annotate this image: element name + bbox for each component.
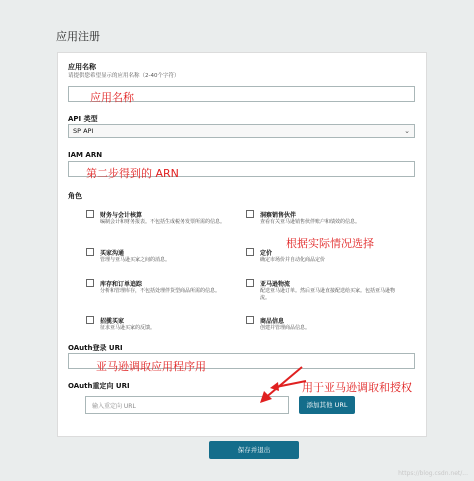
iam-arn-annotation: 第二步得到的 ARN <box>86 167 179 180</box>
oauth-login-annotation: 亚马逊调取应用程序用 <box>96 360 206 373</box>
oauth-redirect-label: OAuth重定向 URI <box>68 382 130 390</box>
add-url-button[interactable]: 添加其他 URL <box>299 396 355 414</box>
roles-label: 角色 <box>68 192 82 200</box>
iam-arn-label: IAM ARN <box>68 151 103 159</box>
api-type-label: API 类型 <box>68 115 98 123</box>
role-checkbox[interactable] <box>246 316 254 324</box>
api-type-value: SP API <box>73 127 94 135</box>
role-description: 确定市场价并自动化商品定价 <box>260 257 326 263</box>
role-description: 分析和管理库存，不包括处理伴货型商品所需的信息。 <box>100 288 221 294</box>
role-title: 买家沟通 <box>100 250 125 257</box>
oauth-redirect-annotation: 用于亚马逊调取和授权 <box>302 381 412 394</box>
app-name-label: 应用名称 <box>68 63 96 71</box>
page-title: 应用注册 <box>56 30 100 43</box>
app-name-hint: 请提供您希望显示的应用名称（2-40个字符） <box>68 73 180 79</box>
oauth-redirect-placeholder: 输入重定向 URL <box>92 403 136 410</box>
role-checkbox[interactable] <box>86 279 94 287</box>
role-title: 洞察销售伙伴 <box>260 212 297 219</box>
app-name-annotation: 应用名称 <box>90 91 134 104</box>
role-title: 库存和订单追踪 <box>100 281 143 288</box>
role-description: 配送亚马逊订单。然后亚马逊直接配送给买家。包括亚马逊物流。 <box>260 288 396 301</box>
role-checkbox[interactable] <box>246 279 254 287</box>
role-checkbox[interactable] <box>86 248 94 256</box>
role-checkbox[interactable] <box>246 248 254 256</box>
watermark: https://blog.csdn.net/... <box>398 470 468 477</box>
role-title: 定价 <box>260 250 273 257</box>
role-title: 商品信息 <box>260 318 285 325</box>
role-title: 亚马逊物流 <box>260 281 291 288</box>
role-description: 编制会计和财务报表。不包括生成税务发票所需的信息。 <box>100 219 226 225</box>
role-checkbox[interactable] <box>86 210 94 218</box>
role-checkbox[interactable] <box>246 210 254 218</box>
save-and-exit-button[interactable]: 保存并退出 <box>209 441 299 459</box>
role-description: 征求亚马逊买家的反馈。 <box>100 325 156 331</box>
roles-annotation: 根据实际情况选择 <box>286 237 374 250</box>
role-title: 财务与会计核算 <box>100 212 143 219</box>
role-description: 管理与亚马逊买家之间的消息。 <box>100 257 171 263</box>
role-description: 创建并管理商品信息。 <box>260 325 311 331</box>
role-description: 查看有关亚马逊销售伙伴账户和绩效的信息。 <box>260 219 361 225</box>
role-checkbox[interactable] <box>86 316 94 324</box>
role-title: 招揽买家 <box>100 318 125 325</box>
chevron-down-icon: ⌄ <box>404 127 410 135</box>
oauth-login-label: OAuth登录 URI <box>68 344 123 352</box>
api-type-select[interactable] <box>68 124 415 138</box>
